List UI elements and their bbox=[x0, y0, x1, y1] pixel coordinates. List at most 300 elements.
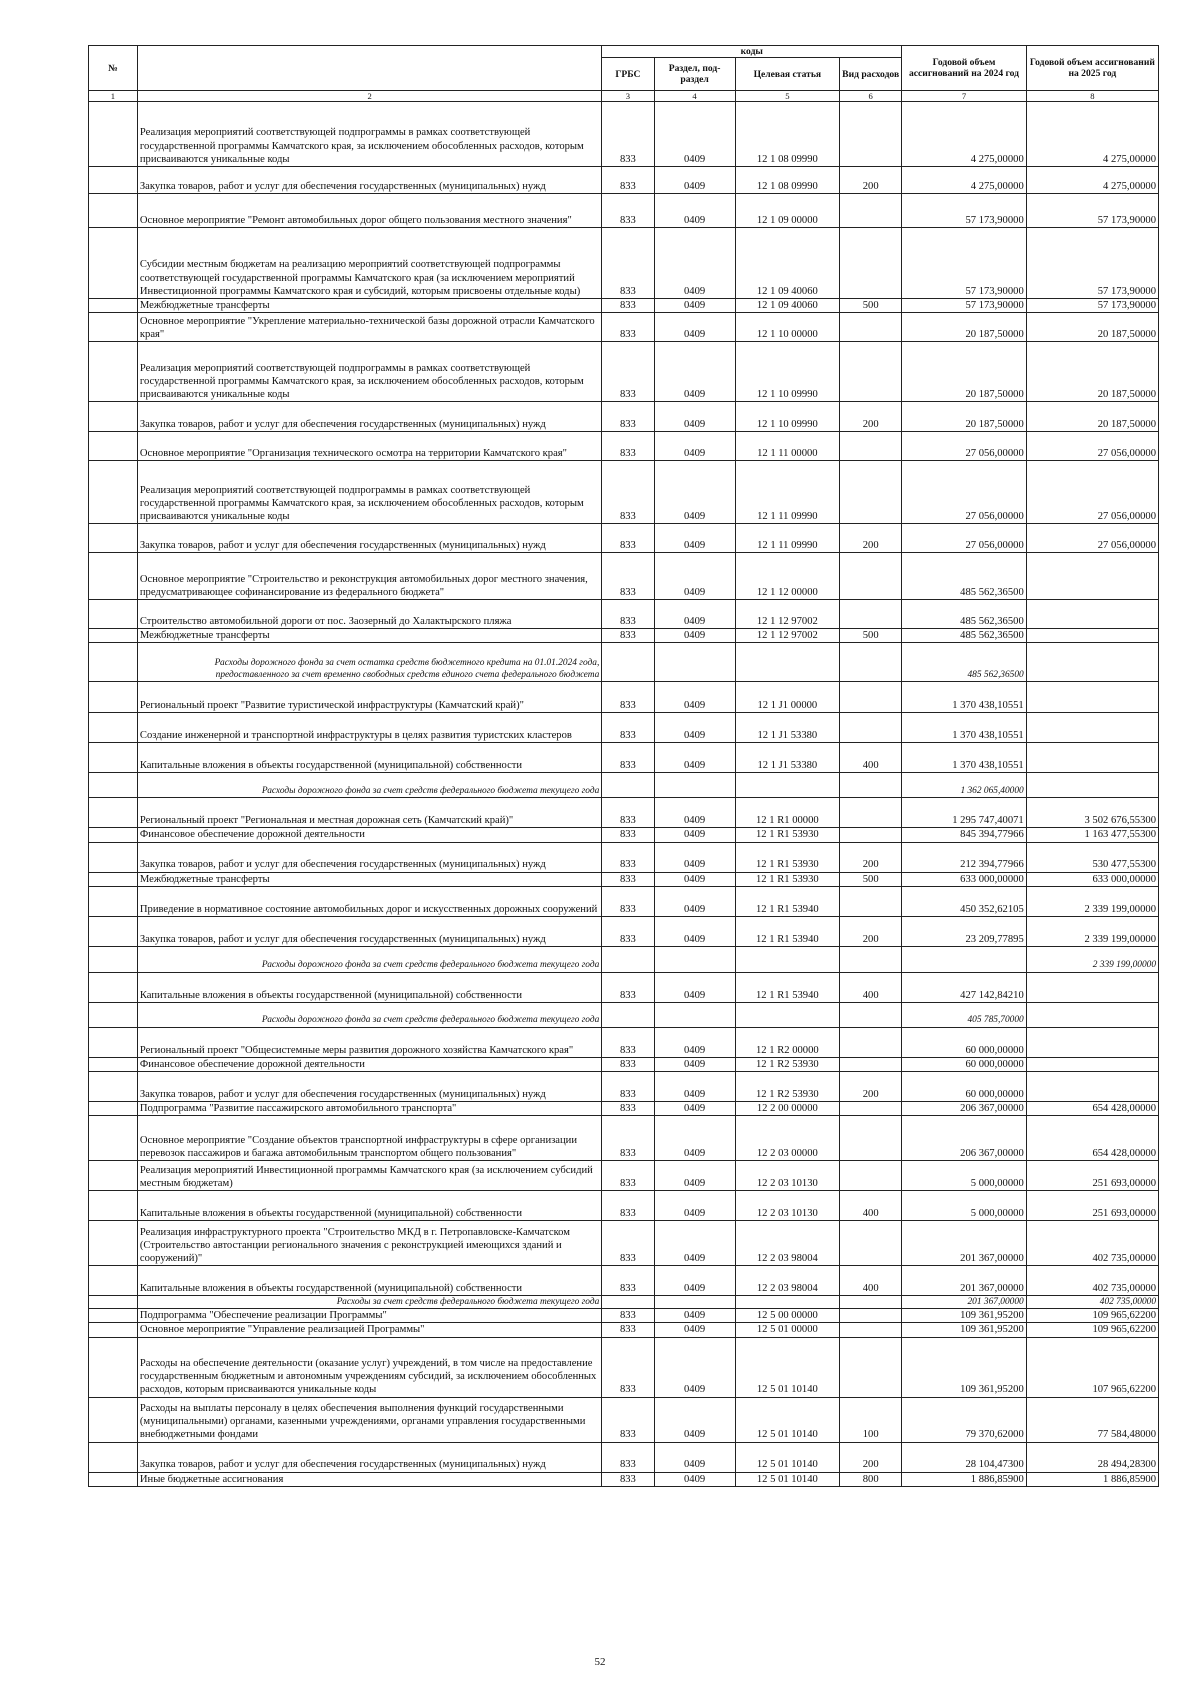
row-target: 12 1 10 09990 bbox=[735, 342, 839, 402]
row-section: 0409 bbox=[654, 1266, 735, 1296]
row-target: 12 1 10 00000 bbox=[735, 313, 839, 342]
row-value-2024: 20 187,50000 bbox=[902, 342, 1026, 402]
row-section: 0409 bbox=[654, 1057, 735, 1071]
header-name bbox=[137, 46, 601, 91]
table-row bbox=[89, 402, 1159, 432]
row-name: Реализация мероприятий соответствующей подпрограммы в рамках соответствующей государственной программы Камчатского края, за исключением обособленных расходов, которым присваиваются уникальные коды bbox=[137, 102, 601, 167]
row-grbs: 833 bbox=[602, 916, 654, 946]
row-grbs: 833 bbox=[602, 629, 654, 643]
table-row bbox=[89, 194, 1159, 228]
row-value-2024: 57 173,90000 bbox=[902, 299, 1026, 313]
row-section: 0409 bbox=[654, 228, 735, 299]
row-value-2025: 77 584,48000 bbox=[1026, 1397, 1158, 1442]
row-name: Реализация инфраструктурного проекта "Строительство МКД в г. Петропавловске-Камчатском (Строительство автостанции регионального значения с реконструкцией имеющихся зданий и сооружений)" bbox=[137, 1221, 601, 1266]
table-row bbox=[89, 228, 1159, 299]
row-value-2024: 201 367,00000 bbox=[902, 1221, 1026, 1266]
row-name: Основное мероприятие "Создание объектов транспортной инфраструктуры в сфере организации перевозок пассажиров и багажа автомобильным транспортом общего пользования" bbox=[137, 1116, 601, 1161]
row-value-2024: 27 056,00000 bbox=[902, 461, 1026, 524]
row-value-2024: 4 275,00000 bbox=[902, 102, 1026, 167]
row-number bbox=[89, 972, 138, 1002]
row-vid: 400 bbox=[840, 743, 902, 773]
row-section: 0409 bbox=[654, 102, 735, 167]
row-value-2025: 57 173,90000 bbox=[1026, 194, 1158, 228]
row-grbs: 833 bbox=[602, 1161, 654, 1191]
table-row bbox=[89, 743, 1159, 773]
row-value-2025: 654 428,00000 bbox=[1026, 1116, 1158, 1161]
row-grbs bbox=[602, 946, 654, 972]
row-target: 12 1 09 40060 bbox=[735, 299, 839, 313]
row-target: 12 1 R1 53940 bbox=[735, 886, 839, 916]
row-name: Реализация мероприятий соответствующей подпрограммы в рамках соответствующей государственной программы Камчатского края, за исключением обособленных расходов, которым присваиваются уникальные коды bbox=[137, 461, 601, 524]
row-section bbox=[654, 946, 735, 972]
row-value-2025: 2 339 199,00000 bbox=[1026, 916, 1158, 946]
row-vid bbox=[840, 798, 902, 828]
row-number bbox=[89, 1191, 138, 1221]
row-section: 0409 bbox=[654, 1161, 735, 1191]
row-value-2025: 20 187,50000 bbox=[1026, 342, 1158, 402]
table-row bbox=[89, 1442, 1159, 1472]
row-value-2024: 845 394,77966 bbox=[902, 828, 1026, 842]
row-grbs: 833 bbox=[602, 1027, 654, 1057]
row-value-2025: 109 965,62200 bbox=[1026, 1323, 1158, 1337]
table-row bbox=[89, 299, 1159, 313]
row-section bbox=[654, 1002, 735, 1027]
row-value-2025 bbox=[1026, 713, 1158, 743]
row-number bbox=[89, 402, 138, 432]
row-grbs: 833 bbox=[602, 1266, 654, 1296]
row-value-2025 bbox=[1026, 643, 1158, 682]
row-grbs: 833 bbox=[602, 743, 654, 773]
row-value-2024: 201 367,00000 bbox=[902, 1296, 1026, 1309]
row-value-2025 bbox=[1026, 1057, 1158, 1071]
row-target: 12 1 11 09990 bbox=[735, 524, 839, 553]
row-value-2024: 27 056,00000 bbox=[902, 432, 1026, 461]
row-number bbox=[89, 916, 138, 946]
row-section: 0409 bbox=[654, 1309, 735, 1323]
row-target: 12 1 11 00000 bbox=[735, 432, 839, 461]
row-value-2025: 57 173,90000 bbox=[1026, 228, 1158, 299]
row-grbs: 833 bbox=[602, 886, 654, 916]
row-vid bbox=[840, 461, 902, 524]
header-section: Раздел, под-раздел bbox=[654, 58, 735, 91]
row-value-2024: 201 367,00000 bbox=[902, 1266, 1026, 1296]
row-target: 12 1 R1 53930 bbox=[735, 872, 839, 886]
table-row bbox=[89, 1337, 1159, 1397]
row-value-2024: 485 562,36500 bbox=[902, 643, 1026, 682]
row-value-2025 bbox=[1026, 629, 1158, 643]
row-vid bbox=[840, 1337, 902, 1397]
row-number bbox=[89, 643, 138, 682]
table-row bbox=[89, 972, 1159, 1002]
row-section: 0409 bbox=[654, 1072, 735, 1102]
table-row bbox=[89, 553, 1159, 600]
table-row bbox=[89, 1072, 1159, 1102]
table-row bbox=[89, 342, 1159, 402]
row-target: 12 5 01 10140 bbox=[735, 1442, 839, 1472]
row-vid: 200 bbox=[840, 916, 902, 946]
row-value-2025: 4 275,00000 bbox=[1026, 167, 1158, 194]
row-vid bbox=[840, 1102, 902, 1116]
row-target: 12 2 03 00000 bbox=[735, 1116, 839, 1161]
table-row bbox=[89, 798, 1159, 828]
row-vid: 200 bbox=[840, 402, 902, 432]
table-row bbox=[89, 313, 1159, 342]
row-target: 12 1 08 09990 bbox=[735, 167, 839, 194]
row-name: Закупка товаров, работ и услуг для обеспечения государственных (муниципальных) нужд bbox=[137, 1072, 601, 1102]
row-name: Основное мероприятие "Ремонт автомобильных дорог общего пользования местного значения" bbox=[137, 194, 601, 228]
row-grbs: 833 bbox=[602, 1309, 654, 1323]
row-target: 12 1 10 09990 bbox=[735, 402, 839, 432]
row-name: Капитальные вложения в объекты государственной (муниципальной) собственности bbox=[137, 972, 601, 1002]
row-name: Региональный проект "Развитие туристической инфраструктуры (Камчатский край)" bbox=[137, 682, 601, 713]
row-section: 0409 bbox=[654, 798, 735, 828]
row-value-2025: 3 502 676,55300 bbox=[1026, 798, 1158, 828]
row-target: 12 1 J1 53380 bbox=[735, 743, 839, 773]
row-value-2024: 57 173,90000 bbox=[902, 194, 1026, 228]
row-grbs: 833 bbox=[602, 228, 654, 299]
row-vid bbox=[840, 1309, 902, 1323]
row-value-2024: 485 562,36500 bbox=[902, 553, 1026, 600]
row-name: Строительство автомобильной дороги от пос. Заозерный до Халактырского пляжа bbox=[137, 600, 601, 629]
row-target: 12 1 12 00000 bbox=[735, 553, 839, 600]
colnum-6: 6 bbox=[840, 91, 902, 102]
row-value-2024: 206 367,00000 bbox=[902, 1102, 1026, 1116]
row-number bbox=[89, 946, 138, 972]
table-row bbox=[89, 828, 1159, 842]
row-target: 12 1 R1 00000 bbox=[735, 798, 839, 828]
page-number: 52 bbox=[594, 1656, 606, 1668]
row-grbs: 833 bbox=[602, 432, 654, 461]
row-value-2025 bbox=[1026, 553, 1158, 600]
table-row bbox=[89, 713, 1159, 743]
table-row bbox=[89, 1102, 1159, 1116]
row-vid: 200 bbox=[840, 1072, 902, 1102]
row-vid: 500 bbox=[840, 299, 902, 313]
row-value-2025: 20 187,50000 bbox=[1026, 402, 1158, 432]
row-value-2024: 57 173,90000 bbox=[902, 228, 1026, 299]
row-section: 0409 bbox=[654, 872, 735, 886]
row-value-2025 bbox=[1026, 1027, 1158, 1057]
row-target: 12 5 01 10140 bbox=[735, 1337, 839, 1397]
row-target: 12 2 03 98004 bbox=[735, 1221, 839, 1266]
row-vid bbox=[840, 946, 902, 972]
row-grbs: 833 bbox=[602, 299, 654, 313]
table-row bbox=[89, 1397, 1159, 1442]
row-value-2025 bbox=[1026, 743, 1158, 773]
row-name: Расходы дорожного фонда за счет средств федерального бюджета текущего года bbox=[137, 1002, 601, 1027]
row-number bbox=[89, 743, 138, 773]
row-grbs: 833 bbox=[602, 194, 654, 228]
row-target: 12 2 03 98004 bbox=[735, 1266, 839, 1296]
row-target: 12 1 R2 00000 bbox=[735, 1027, 839, 1057]
row-name: Создание инженерной и транспортной инфраструктуры в целях развития туристских кластеров bbox=[137, 713, 601, 743]
row-value-2024: 79 370,62000 bbox=[902, 1397, 1026, 1442]
row-name: Основное мероприятие "Укрепление материально-технической базы дорожной отрасли Камчатского края" bbox=[137, 313, 601, 342]
row-vid bbox=[840, 432, 902, 461]
row-name: Капитальные вложения в объекты государственной (муниципальной) собственности bbox=[137, 1191, 601, 1221]
row-name: Основное мероприятие "Управление реализацией Программы" bbox=[137, 1323, 601, 1337]
row-number bbox=[89, 461, 138, 524]
row-grbs: 833 bbox=[602, 461, 654, 524]
row-target: 12 1 R1 53930 bbox=[735, 842, 839, 872]
row-section: 0409 bbox=[654, 524, 735, 553]
row-vid: 400 bbox=[840, 1266, 902, 1296]
row-value-2024: 1 370 438,10551 bbox=[902, 682, 1026, 713]
row-number bbox=[89, 1057, 138, 1071]
row-vid: 100 bbox=[840, 1397, 902, 1442]
row-grbs: 833 bbox=[602, 1102, 654, 1116]
row-name: Основное мероприятие "Организация технического осмотра на территории Камчатского края" bbox=[137, 432, 601, 461]
row-vid bbox=[840, 1116, 902, 1161]
row-vid: 500 bbox=[840, 629, 902, 643]
table-row bbox=[89, 682, 1159, 713]
row-value-2025: 57 173,90000 bbox=[1026, 299, 1158, 313]
row-section bbox=[654, 773, 735, 798]
row-vid: 400 bbox=[840, 1191, 902, 1221]
row-value-2025: 28 494,28300 bbox=[1026, 1442, 1158, 1472]
row-name: Расходы за счет средств федерального бюджета текущего года bbox=[137, 1296, 601, 1309]
row-name: Межбюджетные трансферты bbox=[137, 299, 601, 313]
row-number bbox=[89, 432, 138, 461]
row-name: Расходы на обеспечение деятельности (оказание услуг) учреждений, в том числе на предоставление государственным бюджетным и автономным учреждениям субсидий, за исключением обособленных расходов, которым присваиваются уникальные коды bbox=[137, 1337, 601, 1397]
row-value-2024: 5 000,00000 bbox=[902, 1161, 1026, 1191]
row-number bbox=[89, 872, 138, 886]
row-grbs: 833 bbox=[602, 342, 654, 402]
row-number bbox=[89, 1161, 138, 1191]
table-row bbox=[89, 629, 1159, 643]
row-number bbox=[89, 299, 138, 313]
row-grbs: 833 bbox=[602, 313, 654, 342]
row-grbs bbox=[602, 773, 654, 798]
row-value-2025: 107 965,62200 bbox=[1026, 1337, 1158, 1397]
row-value-2025 bbox=[1026, 682, 1158, 713]
row-target: 12 5 01 10140 bbox=[735, 1397, 839, 1442]
colnum-5: 5 bbox=[735, 91, 839, 102]
table-body bbox=[89, 102, 1159, 1487]
row-section: 0409 bbox=[654, 194, 735, 228]
row-grbs: 833 bbox=[602, 553, 654, 600]
row-vid bbox=[840, 643, 902, 682]
row-grbs: 833 bbox=[602, 1442, 654, 1472]
row-value-2024: 405 785,70000 bbox=[902, 1002, 1026, 1027]
row-grbs: 833 bbox=[602, 1472, 654, 1486]
row-number bbox=[89, 167, 138, 194]
table-note-row bbox=[89, 946, 1159, 972]
row-number bbox=[89, 682, 138, 713]
row-name: Субсидии местным бюджетам на реализацию мероприятий соответствующей подпрограммы соответствующей государственной программы Камчатского края (за исключением мероприятий Инвестиционной программы Камчатского края и субсидий, которым присвоены отдельные коды) bbox=[137, 228, 601, 299]
row-section: 0409 bbox=[654, 1472, 735, 1486]
row-value-2025 bbox=[1026, 600, 1158, 629]
row-value-2025 bbox=[1026, 1072, 1158, 1102]
colnum-1: 1 bbox=[89, 91, 138, 102]
row-value-2025: 20 187,50000 bbox=[1026, 313, 1158, 342]
row-vid bbox=[840, 1057, 902, 1071]
table-note-row bbox=[89, 773, 1159, 798]
row-number bbox=[89, 228, 138, 299]
row-name: Закупка товаров, работ и услуг для обеспечения государственных (муниципальных) нужд bbox=[137, 402, 601, 432]
row-value-2025: 251 693,00000 bbox=[1026, 1191, 1158, 1221]
row-number bbox=[89, 886, 138, 916]
row-grbs: 833 bbox=[602, 1057, 654, 1071]
row-section bbox=[654, 1296, 735, 1309]
row-vid bbox=[840, 194, 902, 228]
row-name: Закупка товаров, работ и услуг для обеспечения государственных (муниципальных) нужд bbox=[137, 842, 601, 872]
row-grbs: 833 bbox=[602, 1397, 654, 1442]
row-name: Межбюджетные трансферты bbox=[137, 872, 601, 886]
row-number bbox=[89, 773, 138, 798]
row-value-2024: 60 000,00000 bbox=[902, 1057, 1026, 1071]
row-name: Расходы дорожного фонда за счет остатка средств бюджетного кредита на 01.01.2024 года, предоставленного за счет временно свободных средств единого счета федерального бюджета bbox=[137, 643, 601, 682]
row-value-2024: 109 361,95200 bbox=[902, 1323, 1026, 1337]
row-vid: 200 bbox=[840, 1442, 902, 1472]
row-value-2025 bbox=[1026, 1002, 1158, 1027]
row-number bbox=[89, 1309, 138, 1323]
row-value-2025: 27 056,00000 bbox=[1026, 524, 1158, 553]
row-name: Финансовое обеспечение дорожной деятельности bbox=[137, 1057, 601, 1071]
row-value-2025: 1 886,85900 bbox=[1026, 1472, 1158, 1486]
row-vid bbox=[840, 713, 902, 743]
row-section: 0409 bbox=[654, 713, 735, 743]
row-target: 12 2 00 00000 bbox=[735, 1102, 839, 1116]
row-section: 0409 bbox=[654, 886, 735, 916]
table-row bbox=[89, 842, 1159, 872]
row-target bbox=[735, 643, 839, 682]
row-name: Капитальные вложения в объекты государственной (муниципальной) собственности bbox=[137, 743, 601, 773]
row-value-2024: 212 394,77966 bbox=[902, 842, 1026, 872]
header-target: Целевая статья bbox=[735, 58, 839, 91]
row-value-2024: 485 562,36500 bbox=[902, 629, 1026, 643]
row-value-2025: 402 735,00000 bbox=[1026, 1296, 1158, 1309]
row-value-2025 bbox=[1026, 773, 1158, 798]
row-target: 12 1 R1 53930 bbox=[735, 828, 839, 842]
table-row bbox=[89, 886, 1159, 916]
row-vid bbox=[840, 1002, 902, 1027]
row-number bbox=[89, 1002, 138, 1027]
row-grbs: 833 bbox=[602, 167, 654, 194]
row-vid: 500 bbox=[840, 872, 902, 886]
row-value-2025: 109 965,62200 bbox=[1026, 1309, 1158, 1323]
row-number bbox=[89, 524, 138, 553]
row-section: 0409 bbox=[654, 1116, 735, 1161]
row-grbs: 833 bbox=[602, 713, 654, 743]
row-grbs bbox=[602, 1296, 654, 1309]
row-grbs: 833 bbox=[602, 1337, 654, 1397]
row-target bbox=[735, 1296, 839, 1309]
row-name: Подпрограмма "Развитие пассажирского автомобильного транспорта" bbox=[137, 1102, 601, 1116]
row-value-2025: 402 735,00000 bbox=[1026, 1221, 1158, 1266]
row-section: 0409 bbox=[654, 432, 735, 461]
row-value-2025: 27 056,00000 bbox=[1026, 432, 1158, 461]
row-value-2024: 60 000,00000 bbox=[902, 1072, 1026, 1102]
row-grbs: 833 bbox=[602, 1221, 654, 1266]
row-name: Капитальные вложения в объекты государственной (муниципальной) собственности bbox=[137, 1266, 601, 1296]
row-number bbox=[89, 1397, 138, 1442]
row-grbs: 833 bbox=[602, 1191, 654, 1221]
row-value-2025: 530 477,55300 bbox=[1026, 842, 1158, 872]
row-value-2024: 28 104,47300 bbox=[902, 1442, 1026, 1472]
colnum-4: 4 bbox=[654, 91, 735, 102]
row-section: 0409 bbox=[654, 682, 735, 713]
row-value-2024: 1 370 438,10551 bbox=[902, 713, 1026, 743]
table-row bbox=[89, 1116, 1159, 1161]
row-target: 12 1 R2 53930 bbox=[735, 1057, 839, 1071]
row-grbs: 833 bbox=[602, 682, 654, 713]
row-section: 0409 bbox=[654, 313, 735, 342]
row-name: Региональный проект "Общесистемные меры развития дорожного хозяйства Камчатского края" bbox=[137, 1027, 601, 1057]
row-value-2024: 27 056,00000 bbox=[902, 524, 1026, 553]
row-grbs bbox=[602, 643, 654, 682]
row-target: 12 2 03 10130 bbox=[735, 1191, 839, 1221]
row-section: 0409 bbox=[654, 167, 735, 194]
row-number bbox=[89, 1296, 138, 1309]
table-row bbox=[89, 461, 1159, 524]
row-value-2024: 4 275,00000 bbox=[902, 167, 1026, 194]
row-name: Реализация мероприятий соответствующей подпрограммы в рамках соответствующей государственной программы Камчатского края, за исключением обособленных расходов, которым присваиваются уникальные коды bbox=[137, 342, 601, 402]
row-value-2024: 20 187,50000 bbox=[902, 313, 1026, 342]
row-number bbox=[89, 1072, 138, 1102]
table-note-row bbox=[89, 1002, 1159, 1027]
header-number: № bbox=[89, 46, 138, 91]
row-number bbox=[89, 1442, 138, 1472]
row-name: Реализация мероприятий Инвестиционной программы Камчатского края (за исключением субсидий местным бюджетам) bbox=[137, 1161, 601, 1191]
row-name: Основное мероприятие "Строительство и реконструкция автомобильных дорог местного значения, предусматривающее софинансирование из федерального бюджета" bbox=[137, 553, 601, 600]
row-value-2024: 23 209,77895 bbox=[902, 916, 1026, 946]
row-vid bbox=[840, 600, 902, 629]
row-section: 0409 bbox=[654, 402, 735, 432]
table-row bbox=[89, 1191, 1159, 1221]
row-vid: 200 bbox=[840, 524, 902, 553]
row-grbs: 833 bbox=[602, 600, 654, 629]
row-vid bbox=[840, 1323, 902, 1337]
row-section: 0409 bbox=[654, 1102, 735, 1116]
row-vid: 800 bbox=[840, 1472, 902, 1486]
row-value-2024: 427 142,84210 bbox=[902, 972, 1026, 1002]
row-value-2025: 633 000,00000 bbox=[1026, 872, 1158, 886]
row-target: 12 2 03 10130 bbox=[735, 1161, 839, 1191]
row-grbs: 833 bbox=[602, 1116, 654, 1161]
table-row bbox=[89, 1221, 1159, 1266]
row-name: Закупка товаров, работ и услуг для обеспечения государственных (муниципальных) нужд bbox=[137, 524, 601, 553]
row-section: 0409 bbox=[654, 553, 735, 600]
row-grbs: 833 bbox=[602, 1323, 654, 1337]
row-vid bbox=[840, 102, 902, 167]
row-grbs: 833 bbox=[602, 798, 654, 828]
row-grbs: 833 bbox=[602, 972, 654, 1002]
row-value-2024: 206 367,00000 bbox=[902, 1116, 1026, 1161]
table-row bbox=[89, 524, 1159, 553]
row-name: Приведение в нормативное состояние автомобильных дорог и искусственных дорожных сооружений bbox=[137, 886, 601, 916]
row-value-2025: 2 339 199,00000 bbox=[1026, 886, 1158, 916]
row-vid: 400 bbox=[840, 972, 902, 1002]
row-section: 0409 bbox=[654, 1323, 735, 1337]
row-name: Расходы дорожного фонда за счет средств федерального бюджета текущего года bbox=[137, 946, 601, 972]
row-value-2024: 109 361,95200 bbox=[902, 1309, 1026, 1323]
table-row bbox=[89, 1057, 1159, 1071]
row-name: Региональный проект "Региональная и местная дорожная сеть (Камчатский край)" bbox=[137, 798, 601, 828]
row-value-2024: 1 886,85900 bbox=[902, 1472, 1026, 1486]
row-section: 0409 bbox=[654, 1397, 735, 1442]
row-target: 12 1 11 09990 bbox=[735, 461, 839, 524]
row-section: 0409 bbox=[654, 1221, 735, 1266]
row-number bbox=[89, 1221, 138, 1266]
row-vid: 200 bbox=[840, 842, 902, 872]
header-2024: Годовой объем ассигнований на 2024 год bbox=[902, 46, 1026, 91]
row-number bbox=[89, 342, 138, 402]
row-name: Межбюджетные трансферты bbox=[137, 629, 601, 643]
row-value-2024: 5 000,00000 bbox=[902, 1191, 1026, 1221]
row-target: 12 1 J1 00000 bbox=[735, 682, 839, 713]
row-value-2024: 60 000,00000 bbox=[902, 1027, 1026, 1057]
